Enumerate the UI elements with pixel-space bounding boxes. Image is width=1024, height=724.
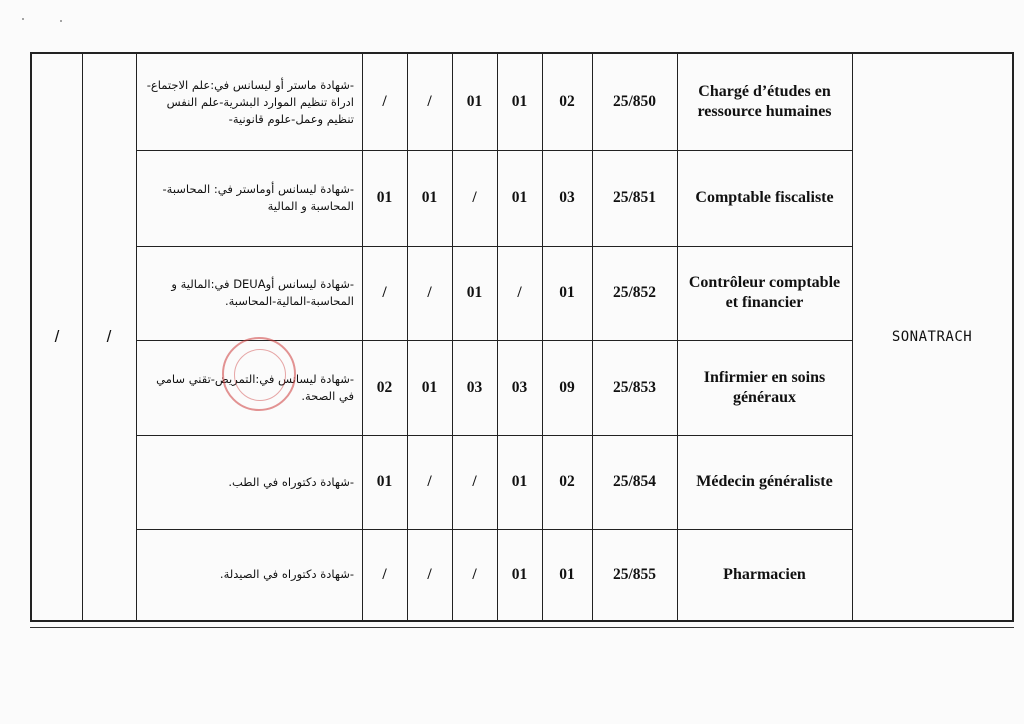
count-cell — [497, 54, 542, 150]
scan-speck — [60, 20, 62, 22]
count-cell — [497, 150, 542, 246]
qualification-cell — [136, 54, 362, 150]
count-value: 03 — [559, 189, 575, 206]
count-value: 01 — [511, 565, 528, 583]
count-cell — [497, 435, 542, 529]
count-value: / — [427, 565, 432, 583]
qualification-text: -شهادة دكتوراه في الصيدلة. — [219, 567, 354, 581]
qualification-text: -شهادة ليسانس أوماستر في: المحاسبة-المحاسبة و المالية — [162, 182, 354, 213]
count-cell — [362, 435, 407, 529]
count-cell — [407, 54, 452, 150]
count-cell — [362, 340, 407, 435]
count-value: / — [517, 284, 522, 301]
count-value: 03 — [466, 378, 483, 396]
count-value: / — [382, 284, 387, 301]
job-code-cell — [592, 246, 677, 340]
job-title: Contrôleur comptable et financier — [688, 274, 841, 311]
job-title-cell — [677, 529, 852, 620]
count-value: / — [472, 565, 477, 583]
count-value: 01 — [511, 93, 528, 110]
job-title: Pharmacien — [723, 565, 806, 583]
count-value: / — [427, 93, 432, 110]
count-value: 02 — [376, 378, 393, 396]
job-code: 25/852 — [612, 284, 657, 301]
job-title-cell — [677, 54, 852, 150]
count-value: 01 — [511, 189, 528, 206]
count-cell — [362, 529, 407, 620]
count-cell — [452, 435, 497, 529]
qualification-text: -شهادة ليسانس أوDEUA في:المالية و المحاسبة-المالية-المحاسبة. — [171, 277, 354, 308]
count-cell — [497, 340, 542, 435]
count-value: 09 — [559, 378, 575, 396]
count-cell — [362, 54, 407, 150]
left-column-1-value: / — [54, 327, 60, 346]
job-code: 25/850 — [612, 93, 657, 110]
count-cell — [497, 246, 542, 340]
official-stamp — [222, 337, 296, 411]
left-column-2 — [82, 54, 136, 620]
job-title-cell — [677, 246, 852, 340]
count-cell — [407, 246, 452, 340]
count-value: 01 — [511, 473, 528, 490]
count-value: / — [382, 93, 387, 110]
count-cell — [407, 435, 452, 529]
count-cell — [452, 246, 497, 340]
count-cell — [452, 340, 497, 435]
count-cell — [407, 529, 452, 620]
count-cell — [407, 340, 452, 435]
job-code: 25/853 — [612, 378, 657, 396]
count-value: 01 — [559, 284, 575, 301]
count-cell — [497, 529, 542, 620]
qualification-cell — [136, 150, 362, 246]
scan-speck — [22, 18, 24, 20]
count-cell — [407, 150, 452, 246]
count-cell — [452, 529, 497, 620]
job-code-cell — [592, 435, 677, 529]
count-value: 02 — [559, 93, 575, 110]
job-code-cell — [592, 150, 677, 246]
count-value: 01 — [376, 473, 393, 490]
count-cell — [542, 340, 592, 435]
count-cell — [542, 435, 592, 529]
company-name: SONATRACH — [891, 329, 973, 345]
count-cell — [362, 246, 407, 340]
left-column-1 — [32, 54, 82, 620]
qualification-text: -شهادة دكتوراه في الطب. — [228, 474, 354, 489]
job-title: Comptable fiscaliste — [695, 189, 834, 206]
job-code: 25/855 — [612, 565, 657, 583]
count-value: 03 — [511, 378, 528, 396]
job-code-cell — [592, 529, 677, 620]
count-cell — [452, 54, 497, 150]
count-value: / — [427, 284, 432, 301]
qualification-cell — [136, 435, 362, 529]
job-title-cell — [677, 150, 852, 246]
count-cell — [452, 150, 497, 246]
count-value: / — [472, 473, 477, 490]
count-cell — [542, 150, 592, 246]
job-code: 25/851 — [612, 189, 657, 206]
job-title: Médecin généraliste — [696, 473, 833, 490]
count-value: 01 — [421, 378, 438, 396]
count-cell — [362, 150, 407, 246]
count-value: 01 — [559, 565, 575, 583]
count-value: 01 — [376, 189, 393, 206]
job-code-cell — [592, 54, 677, 150]
count-value: 01 — [466, 284, 483, 301]
job-title-cell — [677, 435, 852, 529]
job-code-cell — [592, 340, 677, 435]
qualification-text: -شهادة ليسانس في:التمريض-تقني سامي في الصحة. — [156, 371, 354, 403]
qualification-text: -شهادة ماستر أو ليسانس في:علم الاجتماع-ادراة تنظيم الموارد البشرية-علم النفس تنظيم وعمل-علوم قانونية- — [146, 77, 354, 126]
qualification-cell — [136, 246, 362, 340]
job-code: 25/854 — [612, 473, 657, 490]
count-cell — [542, 529, 592, 620]
recruitment-table — [30, 52, 1014, 622]
job-title: Chargé d’études en ressource humaines — [697, 83, 832, 120]
count-value: 02 — [559, 473, 575, 490]
company-cell — [852, 54, 1012, 620]
job-title: Infirmier en soins généraux — [703, 368, 826, 406]
count-value: / — [427, 473, 432, 490]
count-cell — [542, 54, 592, 150]
job-title-cell — [677, 340, 852, 435]
left-column-2-value: / — [106, 327, 112, 346]
count-value: / — [472, 189, 477, 206]
count-value: / — [382, 565, 387, 583]
count-value: 01 — [466, 93, 483, 110]
count-cell — [542, 246, 592, 340]
qualification-cell — [136, 529, 362, 620]
count-value: 01 — [421, 189, 438, 206]
bottom-rule — [30, 627, 1014, 628]
